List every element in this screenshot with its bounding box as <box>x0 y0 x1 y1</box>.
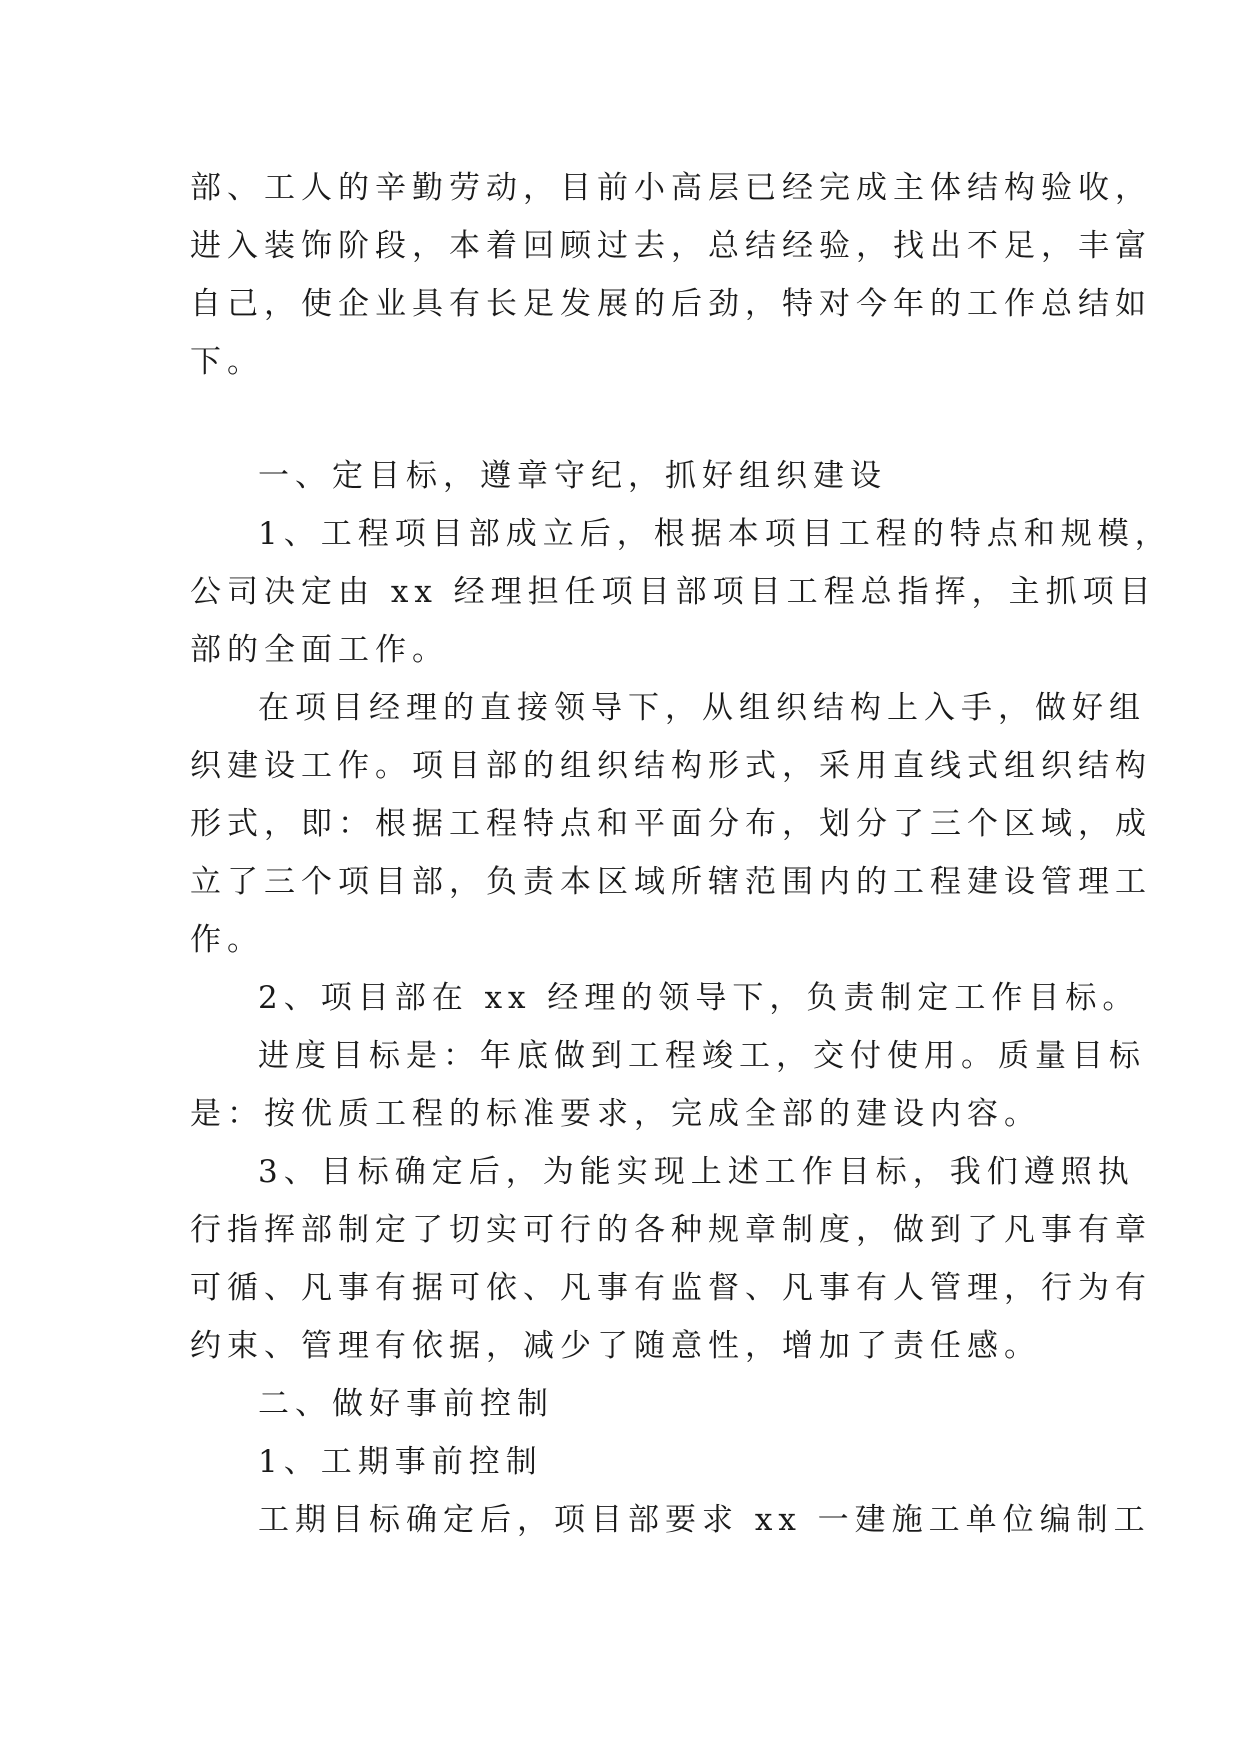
text-line: 自己，使企业具有长足发展的后劲，特对今年的工作总结如 <box>190 286 1152 322</box>
text-line: 织建设工作。项目部的组织结构形式，采用直线式组织结构 <box>190 748 1152 784</box>
text-line: 2、项目部在 xx 经理的领导下，负责制定工作目标。 <box>258 980 1140 1016</box>
text-line: 3、目标确定后，为能实现上述工作目标，我们遵照执 <box>258 1154 1135 1190</box>
text-line: 工期目标确定后，项目部要求 xx 一建施工单位编制工 <box>258 1502 1151 1538</box>
text-line: 部的全面工作。 <box>190 632 449 668</box>
text-line: 行指挥部制定了切实可行的各种规章制度，做到了凡事有章 <box>190 1212 1152 1248</box>
section-heading: 二、做好事前控制 <box>258 1386 554 1422</box>
section-heading: 一、定目标，遵章守纪，抓好组织建设 <box>258 458 887 494</box>
text-line: 下。 <box>190 344 264 380</box>
text-line: 形式，即：根据工程特点和平面分布，划分了三个区域，成 <box>190 806 1152 842</box>
text-line: 可循、凡事有据可依、凡事有监督、凡事有人管理，行为有 <box>190 1270 1152 1306</box>
text-line: 公司决定由 xx 经理担任项目部项目工程总指挥，主抓项目 <box>190 574 1157 610</box>
text-line: 部、工人的辛勤劳动，目前小高层已经完成主体结构验收， <box>190 170 1152 206</box>
text-line: 进入装饰阶段，本着回顾过去，总结经验，找出不足，丰富 <box>190 228 1152 264</box>
text-line: 1、工程项目部成立后，根据本项目工程的特点和规模， <box>258 516 1172 552</box>
text-line: 是：按优质工程的标准要求，完成全部的建设内容。 <box>190 1096 1041 1132</box>
text-line: 约束、管理有依据，减少了随意性，增加了责任感。 <box>190 1328 1041 1364</box>
text-line: 进度目标是：年底做到工程竣工，交付使用。质量目标 <box>258 1038 1146 1074</box>
subsection-heading: 1、工期事前控制 <box>258 1444 543 1480</box>
text-line: 立了三个项目部，负责本区域所辖范围内的工程建设管理工 <box>190 864 1152 900</box>
text-line: 在项目经理的直接领导下，从组织结构上入手，做好组 <box>258 690 1146 726</box>
text-line: 作。 <box>190 922 264 958</box>
